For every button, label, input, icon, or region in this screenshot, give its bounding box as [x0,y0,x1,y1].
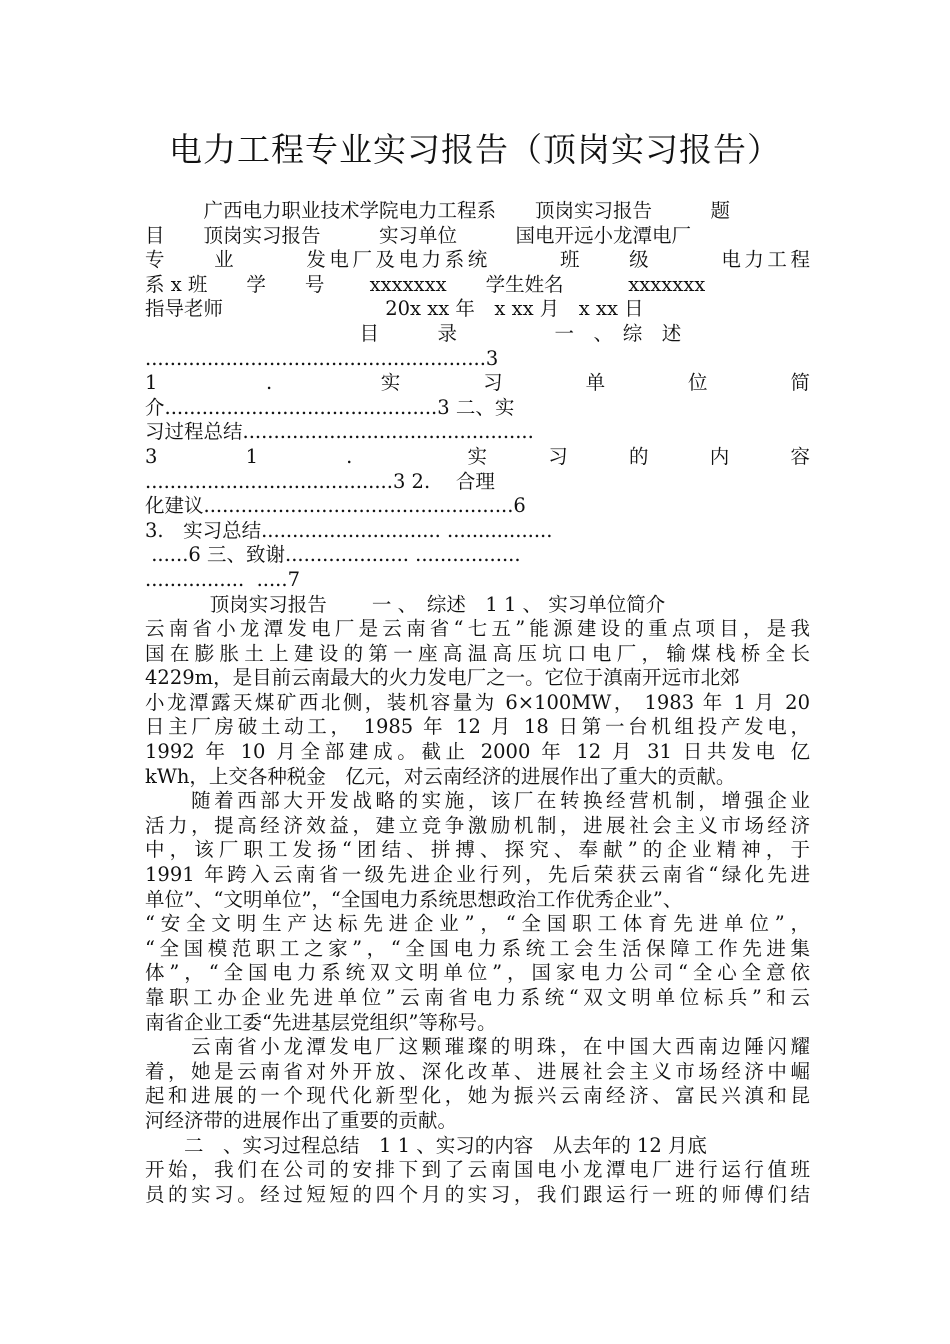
text-line: 随着西部大开发战略的实施，该厂在转换经营机制，增强企业 [145,789,810,813]
text-line: 着，她是云南省对外开放、深化改革、进展社会主义市场经济中崛 [145,1059,810,1083]
text-line: 活力，提高经济效益，建立竞争激励机制，进展社会主义市场经济 [145,813,810,837]
text-line: 4229m，是目前云南最大的火力发电厂之一。它位于滇南开远市北郊 [145,666,740,690]
text-line: 中，该厂职工发扬“团结、拼搏、探究、奉献”的企业精神，于 [145,838,810,862]
text-line: 3. 实习总结............................. ................. [145,518,553,542]
text-line: 国在膨胀土上建设的第一座高温高压坑口电厂，输煤栈桥全长 [145,641,810,665]
text-line: 日主厂房破土动工， 1985 年 12 月 18 日第一台机组投产发电， [145,715,810,739]
text-line: .......................................................3 [145,346,499,370]
text-line: 指导老师 20x xx 年 x xx 月 x xx 日 [145,297,644,321]
text-line: 河经济带的进展作出了重要的贡献。 [145,1108,458,1132]
text-line: 目 录 一 、 综 述 [145,321,682,345]
text-line: ......6 三、致谢.................... ................. [145,543,521,567]
document-title: 电力工程专业实习报告（顶岗实习报告） [169,130,781,169]
text-line: 专 业 发电厂及电力系统 班 级 电力工程 [145,248,810,272]
text-line: 介............................................3 二、实 [145,395,515,419]
text-line: 二 、实习过程总结 1 1 、实习的内容 从去年的 12 月底 [145,1133,707,1157]
text-line: 云南省小龙潭发电厂是云南省“七五”能源建设的重点项目，是我 [145,617,810,641]
document-body [145,199,810,1207]
text-line: 3 1 . 实 习 的 内 容 [145,444,810,468]
text-line: ........................................3 2. 合理 [145,469,495,493]
text-line: 起和进展的一个现代化新型化，她为振兴云南经济、富民兴滇和昆 [145,1084,810,1108]
text-line: 化建议..................................................6 [145,494,526,518]
text-line: 1991 年跨入云南省一级先进企业行列，先后荣获云南省“绿化先进 [145,863,810,887]
text-line: “安全文明生产达标先进企业”，“全国职工体育先进单位”， [145,912,810,936]
text-line: 开始，我们在公司的安排下到了云南国电小龙潭电厂进行运行值班 [145,1158,810,1182]
text-line: 顶岗实习报告 一 、 综述 1 1 、 实习单位简介 [145,592,666,616]
text-line: 员的实习。经过短短的四个月的实习，我们跟运行一班的师傅们结 [145,1182,810,1206]
text-line: 云南省小龙潭发电厂这颗璀璨的明珠，在中国大西南边陲闪耀 [145,1035,810,1059]
text-line: 南省企业工委“先进基层党组织”等称号。 [145,1010,497,1034]
text-line: 广西电力职业技术学院电力工程系 顶岗实习报告 题 [145,199,731,222]
text-line: 1 . 实 习 单 位 简 [145,371,810,395]
text-line: ................ .....7 [145,567,300,591]
text-line: kWh，上交各种税金 亿元，对云南经济的进展作出了重大的贡献。 [145,764,736,788]
text-line: 小龙潭露天煤矿西北侧，装机容量为 6×100MW， 1983 年 1 月 20 [145,690,810,714]
text-line: 目 顶岗实习报告 实习单位 国电开远小龙潭电厂 [145,223,692,247]
text-line: “全国模范职工之家”，“全国电力系统工会生活保障工作先进集 [145,936,810,960]
text-line: 靠职工办企业先进单位”云南省电力系统“双文明单位标兵”和云 [145,986,810,1009]
text-line: 单位”、“文明单位”，“全国电力系统思想政治工作优秀企业”、 [145,887,683,911]
text-line: 体”，“全国电力系统双文明单位”，国家电力公司“全心全意依 [145,961,810,985]
text-line: 1992 年 10 月全部建成。截止 2000 年 12 月 31 日共发电 亿 [145,740,810,764]
text-line: 习过程总结............................................... [145,420,534,444]
text-line: 系 x 班 学 号 xxxxxxx 学生姓名 xxxxxxx [145,272,706,296]
